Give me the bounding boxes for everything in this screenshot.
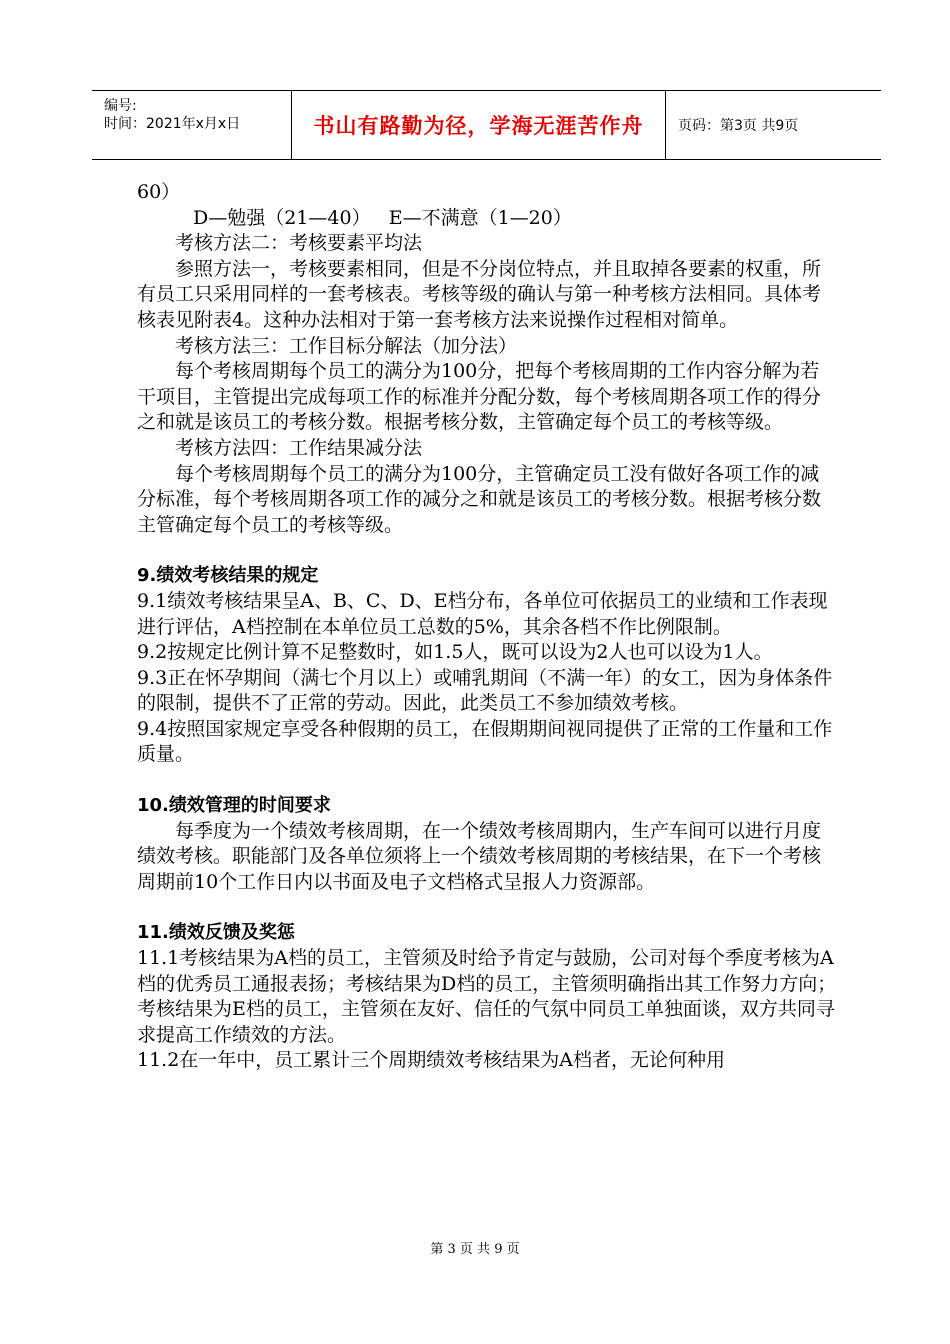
section-10-title: 10.绩效管理的时间要求 [137,795,331,817]
section-11-2: 11.2在一年中，员工累计三个周期绩效考核结果为A档者，无论何种用 [137,1049,726,1072]
section-9-title: 9.绩效考核结果的规定 [137,565,319,587]
section-11-title: 11.绩效反馈及奖惩 [137,922,295,944]
header-page-info: 页码：第3页 共9页 [678,118,799,134]
document-header [92,90,881,160]
document-number-label: 编号: [104,98,137,114]
method2-title: 考核方法二：考核要素平均法 [175,232,423,255]
header-meta [92,91,292,159]
method4-text: 每个考核周期每个员工的满分为100分，主管确定员工没有做好各项工作的减分标准，每个考核周期各项工作的减分之和就是该员工的考核分数。根据考核分数主管确定每个员工的考核等级。 [137,462,822,536]
page-footer: 第 3 页 共 9 页 [430,1242,520,1257]
section-11-1: 11.1考核结果为A档的员工，主管须及时给予肯定与鼓励，公司对每个季度考核为A档的优秀员工通报表扬；考核结果为D档的员工，主管须明确指出其工作努力方向；考核结果为E档的员工，主管须在友好、信任的气氛中同员工单独面谈，双方共同寻求提高工作绩效的方法。 [137,947,837,1046]
method2-text: 参照方法一，考核要素相同，但是不分岗位特点，并且取掉各要素的权重，所有员工只采用同样的一套考核表。考核等级的确认与第一种考核方法相同。具体考核表见附表4。这种办法相对于第一套考核方法来说操作过程相对简单。 [137,257,822,331]
section-10-text: 每季度为一个绩效考核周期，在一个绩效考核周期内，生产车间可以进行月度绩效考核。职能部门及各单位须将上一个绩效考核周期的考核结果，在下一个考核周期前10个工作日内以书面及电子文档格式呈报人力资源部。 [137,819,822,893]
method4-title: 考核方法四：工作结果减分法 [175,436,423,459]
header-motto: 书山有路勤为径，学海无涯苦作舟 [292,91,666,159]
document-body [137,180,837,1074]
section-9-1: 9.1绩效考核结果呈A、B、C、D、E档分布，各单位可依据员工的业绩和工作表现进行评估，A档控制在本单位员工总数的5%，其余各档不作比例限制。 [137,589,828,638]
document-time-label: 时间：2021年x月x日 [104,116,241,132]
section-9-4: 9.4按照国家规定享受各种假期的员工，在假期期间视同提供了正常的工作量和工作质量。 [137,717,833,766]
method3-title: 考核方法三：工作目标分解法（加分法） [175,334,518,357]
paragraph-grade-de: D—勉强（21—40） E—不满意（1—20） [193,206,572,229]
paragraph-60: 60） [137,181,181,203]
method3-text: 每个考核周期每个员工的满分为100分，把每个考核周期的工作内容分解为若干项目，主管提出完成每项工作的标准并分配分数，每个考核周期各项工作的得分之和就是该员工的考核分数。根据考核分数，主管确定每个员工的考核等级。 [137,360,822,434]
section-9-2: 9.2按规定比例计算不足整数时，如1.5人，既可以设为2人也可以设为1人。 [137,641,773,664]
section-9-3: 9.3正在怀孕期间（满七个月以上）或哺乳期间（不满一年）的女工，因为身体条件的限制，提供不了正常的劳动。因此，此类员工不参加绩效考核。 [137,666,833,715]
